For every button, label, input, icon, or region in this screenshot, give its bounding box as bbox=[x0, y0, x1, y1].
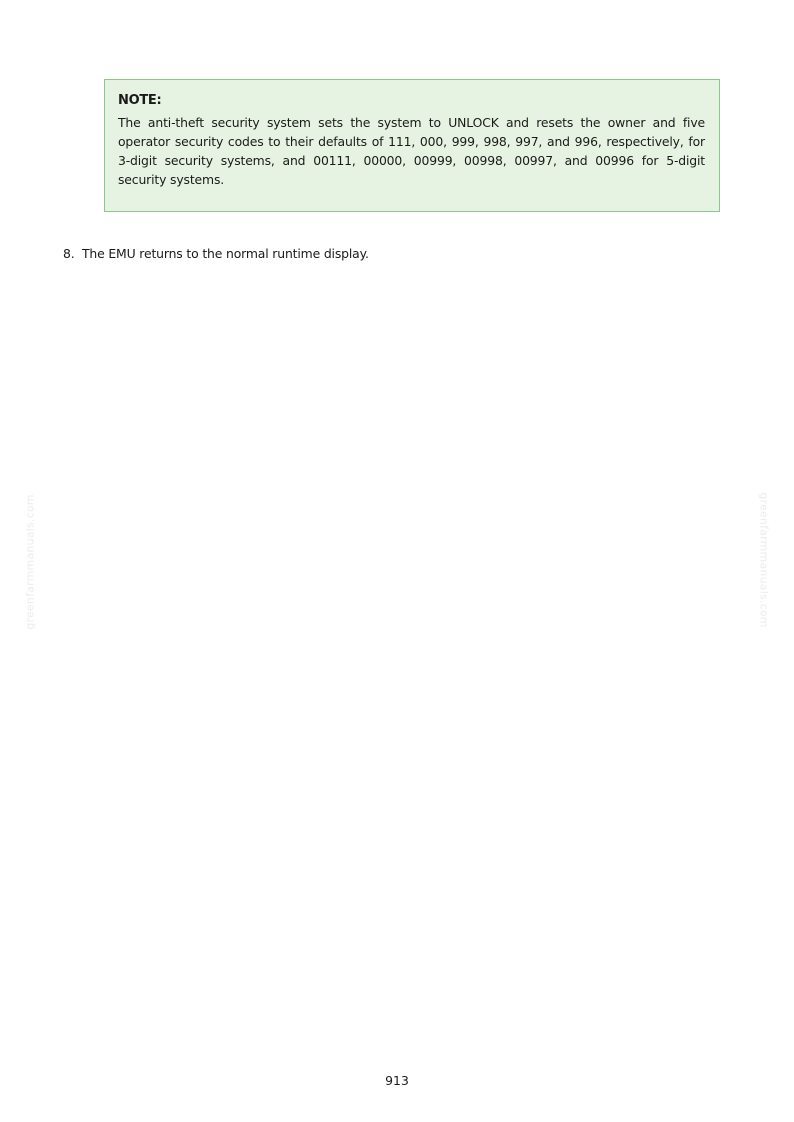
note-title: NOTE: bbox=[118, 93, 162, 108]
note-text: The anti-theft security system sets the system to UNLOCK and resets the owner and five operator security codes to their defaults of 111, 000, 999, 998, 997, and 996, respectively, for 3-digit security systems, and 00111, 00000, 00999, 00998, 00997, and 00996 for 5-digit security systems. bbox=[118, 115, 705, 187]
step-text: The EMU returns to the normal runtime display. bbox=[82, 246, 369, 261]
page-number: 913 bbox=[385, 1073, 409, 1088]
watermark-left: greenfarmmanuals.com bbox=[23, 494, 37, 630]
step-number: 8. bbox=[63, 246, 75, 261]
step-item bbox=[63, 244, 369, 263]
watermark-right: greenfarmmanuals.com bbox=[757, 492, 771, 628]
note-box bbox=[104, 79, 720, 212]
